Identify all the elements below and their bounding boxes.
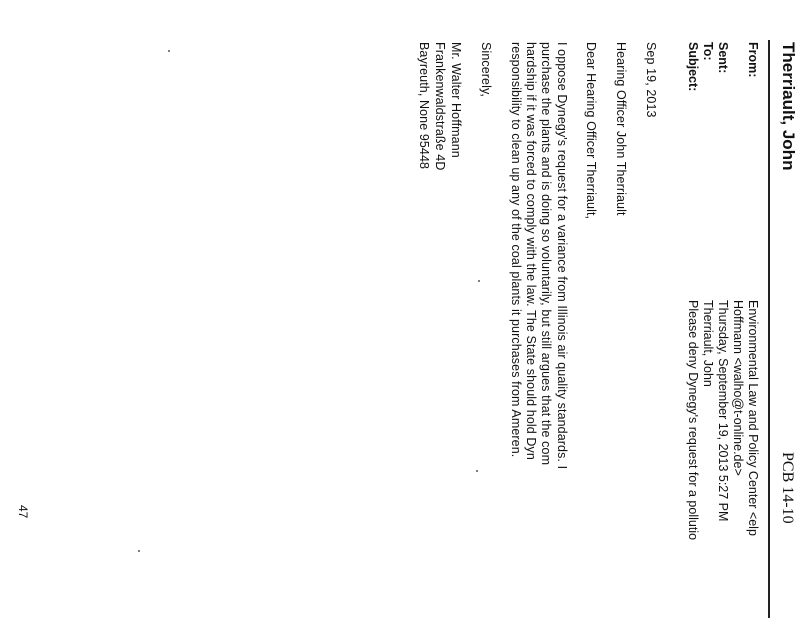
letter-salutation: Dear Hearing Officer Therriault, [584,42,598,220]
to-value: Therriault, John [701,300,715,387]
subject-value: Please deny Dynegy's request for a pollutio [686,300,700,541]
to-label: To: [701,42,715,61]
sent-value: Thursday, September 19, 2013 5:27 PM [716,300,730,522]
scan-speck [168,50,170,52]
signature-street: Frankenwaldstraße 4D [433,42,447,171]
letter-paragraph-line: responsibility to clean up any of the coal plants it purchases from Ameren. [509,42,523,458]
from-value-continued: Hoffmann <walho@t-online.de> [731,300,745,476]
header-divider [768,40,770,618]
scan-speck [476,470,478,472]
signature-city: Bayreuth, None 95448 [417,42,431,170]
pcb-case-number: PCB 14-10 [779,452,796,524]
page-number: 47 [16,505,30,519]
signature-name: Mr. Walter Hoffmann [449,42,463,158]
scan-speck [138,550,140,552]
sent-label: Sent: [716,42,730,74]
letter-paragraph-line: I oppose Dynegy's request for a variance from Illinois air quality standards. I [555,42,569,470]
letter-paragraph-line: hardship if it was forced to comply with the law. The State should hold Dyn [524,42,538,460]
from-label: From: [746,42,760,78]
letter-closing: Sincerely, [479,42,493,97]
from-value: Environmental Law and Policy Center <elp [746,300,760,536]
sender-name-heading: Therriault, John [779,42,798,171]
scan-speck [478,280,480,282]
letter-paragraph-line: purchase the plants and is doing so voluntarily, but still argues that the com [539,42,553,466]
letter-date: Sep 19, 2013 [644,42,658,118]
subject-label: Subject: [686,42,700,92]
letter-recipient: Hearing Officer John Therriault [614,42,628,216]
